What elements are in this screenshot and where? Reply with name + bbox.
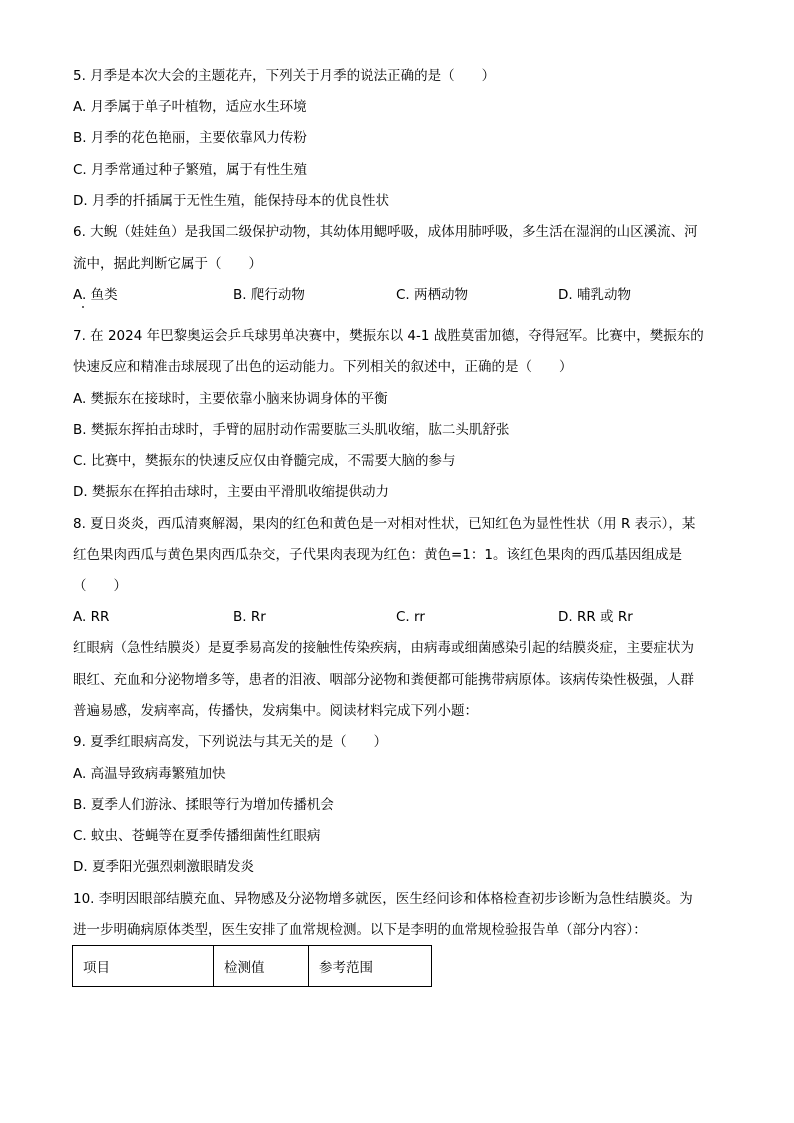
q7-option-c: C. 比赛中，樊振东的快速反应仅由脊髓完成，不需要大脑的参与 <box>73 453 456 469</box>
q8-option-a: A. RR <box>73 609 110 625</box>
q8-option-c: C. rr <box>396 609 425 625</box>
q6-option-c: C. 两栖动物 <box>396 287 469 303</box>
q7-stem-line2: 快速反应和精准击球展现了出色的运动能力。下列相关的叙述中，正确的是（ ） <box>73 359 573 375</box>
q6-option-b: B. 爬行动物 <box>233 287 305 303</box>
table-header-range: 参考范围 <box>309 946 432 987</box>
q9-option-d: D. 夏季阳光强烈刺激眼睛发炎 <box>73 859 254 875</box>
q8-option-b: B. Rr <box>233 609 266 625</box>
material-line1: 红眼病（急性结膜炎）是夏季易高发的接触性传染疾病，由病毒或细菌感染引起的结膜炎症，主要症状为 <box>73 640 694 656</box>
q6-stem-line1: 6. 大鲵（娃娃鱼）是我国二级保护动物，其幼体用鳃呼吸，成体用肺呼吸，多生活在湿润的山区溪流、河 <box>73 224 698 240</box>
q9-option-a: A. 高温导致病毒繁殖加快 <box>73 766 226 782</box>
material-line2: 眼红、充血和分泌物增多等，患者的泪液、咽部分泌物和粪便都可能携带病原体。该病传染性极强，人群 <box>73 672 694 688</box>
q6-option-a: A. 鱼类 <box>73 287 118 303</box>
q7-option-d: D. 樊振东在挥拍击球时，主要由平滑肌收缩提供动力 <box>73 484 389 500</box>
q8-stem-line1: 8. 夏日炎炎，西瓜清爽解渴，果肉的红色和黄色是一对相对性状，已知红色为显性性状（用 R 表示），某 <box>73 516 696 532</box>
table-header-value: 检测值 <box>214 946 309 987</box>
q8-stem-line2: 红色果肉西瓜与黄色果肉西瓜杂交，子代果肉表现为红色：黄色=1：1。该红色果肉的西瓜基因组成是 <box>73 547 682 563</box>
q9-stem: 9. 夏季红眼病高发，下列说法与其无关的是（ ） <box>73 734 388 750</box>
q6-option-d: D. 哺乳动物 <box>558 287 631 303</box>
q7-option-a: A. 樊振东在接球时，主要依靠小脑来协调身体的平衡 <box>73 391 388 407</box>
q7-stem-line1: 7. 在 2024 年巴黎奥运会乒乓球男单决赛中，樊振东以 4-1 战胜莫雷加德，夺得冠军。比赛中，樊振东的 <box>73 328 704 344</box>
q9-option-b: B. 夏季人们游泳、揉眼等行为增加传播机会 <box>73 797 334 813</box>
table-header-row <box>73 946 432 987</box>
q5-option-b: B. 月季的花色艳丽，主要依靠风力传粉 <box>73 130 307 146</box>
q5-option-a: A. 月季属于单子叶植物，适应水生环境 <box>73 99 307 115</box>
q10-stem-line1: 10. 李明因眼部结膜充血、异物感及分泌物增多就医，医生经问诊和体格检查初步诊断为急性结膜炎。为 <box>73 891 693 907</box>
stray-dot-mark <box>82 306 84 308</box>
q9-option-c: C. 蚊虫、苍蝇等在夏季传播细菌性红眼病 <box>73 828 321 844</box>
q8-option-d: D. RR 或 Rr <box>558 609 633 625</box>
q8-stem-line3: （ ） <box>73 578 127 594</box>
q6-options-row <box>73 285 733 305</box>
blood-test-table <box>72 945 432 987</box>
q5-option-c: C. 月季常通过种子繁殖，属于有性生殖 <box>73 162 308 178</box>
q7-option-b: B. 樊振东挥拍击球时，手臂的屈肘动作需要肱三头肌收缩，肱二头肌舒张 <box>73 422 510 438</box>
q10-stem-line2: 进一步明确病原体类型，医生安排了血常规检测。以下是李明的血常规检验报告单（部分内容）： <box>73 922 647 938</box>
q8-options-row <box>73 607 733 627</box>
table-header-item: 项目 <box>73 946 214 987</box>
material-line3: 普遍易感，发病率高，传播快，发病集中。阅读材料完成下列小题： <box>73 703 478 719</box>
q6-stem-line2: 流中，据此判断它属于（ ） <box>73 256 262 272</box>
q5-option-d: D. 月季的扦插属于无性生殖，能保持母本的优良性状 <box>73 193 389 209</box>
q5-stem: 5. 月季是本次大会的主题花卉，下列关于月季的说法正确的是（ ） <box>73 68 496 84</box>
